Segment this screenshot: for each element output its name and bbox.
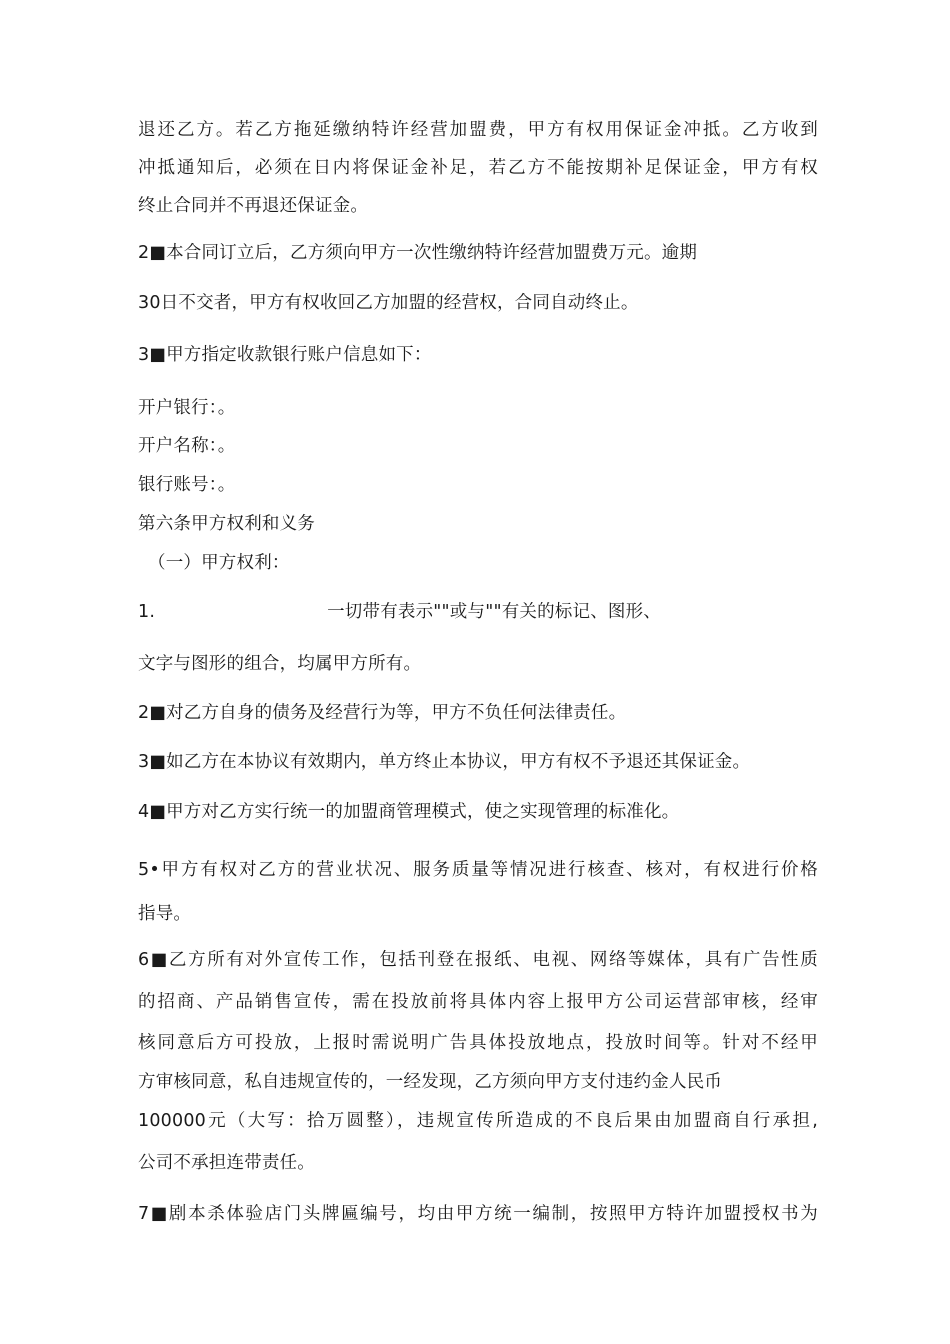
bank-name-line: 开户银行：。	[138, 398, 236, 418]
clause-3: 3■如乙方在本协议有效期内，单方终止本协议，甲方有权不予退还其保证金。	[138, 752, 751, 772]
clause-5: 5•甲方有权对乙方的营业状况、服务质量等情况进行核查、核对，有权进行价格	[138, 860, 818, 880]
clause-text: 一切带有表示""或与""有关的标记、图形、	[327, 602, 662, 622]
text-line: 的招商、产品销售宣传，需在投放前将具体内容上报甲方公司运营部审核，经审	[138, 992, 818, 1012]
text-line: 指导。	[138, 904, 192, 924]
clause-2: 2■对乙方自身的债务及经营行为等，甲方不负任何法律责任。	[138, 703, 627, 723]
text-line: 100000元（大写：拾万圆整），违规宣传所造成的不良后果由加盟商自行承担,	[138, 1111, 818, 1131]
account-number-line: 银行账号：。	[138, 475, 236, 495]
subsection-title: （一）甲方权利：	[148, 553, 290, 573]
text-line: 终止合同并不再退还保证金。	[138, 196, 369, 216]
account-name-line: 开户名称：。	[138, 436, 236, 456]
text-line: 方审核同意，私自违规宣传的，一经发现，乙方须向甲方支付违约金人民币	[138, 1072, 723, 1092]
text-line: 退还乙方。若乙方拖延缴纳特许经营加盟费，甲方有权用保证金冲抵。乙方收到	[138, 120, 818, 140]
clause-3: 3■甲方指定收款银行账户信息如下：	[138, 345, 432, 365]
clause-6: 6■乙方所有对外宣传工作，包括刊登在报纸、电视、网络等媒体，具有广告性质	[138, 950, 818, 970]
clause-number: 1.	[138, 602, 156, 622]
clause-7: 7■剧本杀体验店门头牌匾编号，均由甲方统一编制，按照甲方特许加盟授权书为	[138, 1204, 818, 1224]
text-line: 30日不交者，甲方有权收回乙方加盟的经营权，合同自动终止。	[138, 293, 639, 313]
section-title: 第六条甲方权利和义务	[138, 514, 315, 534]
text-line: 核同意后方可投放，上报时需说明广告具体投放地点，投放时间等。针对不经甲	[138, 1033, 818, 1053]
clause-2: 2■本合同订立后，乙方须向甲方一次性缴纳特许经营加盟费万元。逾期	[138, 243, 698, 263]
clause-1	[138, 600, 818, 624]
clause-4: 4■甲方对乙方实行统一的加盟商管理模式，使之实现管理的标准化。	[138, 802, 680, 822]
text-line: 文字与图形的组合，均属甲方所有。	[138, 654, 422, 674]
text-line: 冲抵通知后，必须在日内将保证金补足，若乙方不能按期补足保证金，甲方有权	[138, 158, 818, 178]
text-line: 公司不承担连带责任。	[138, 1153, 315, 1173]
